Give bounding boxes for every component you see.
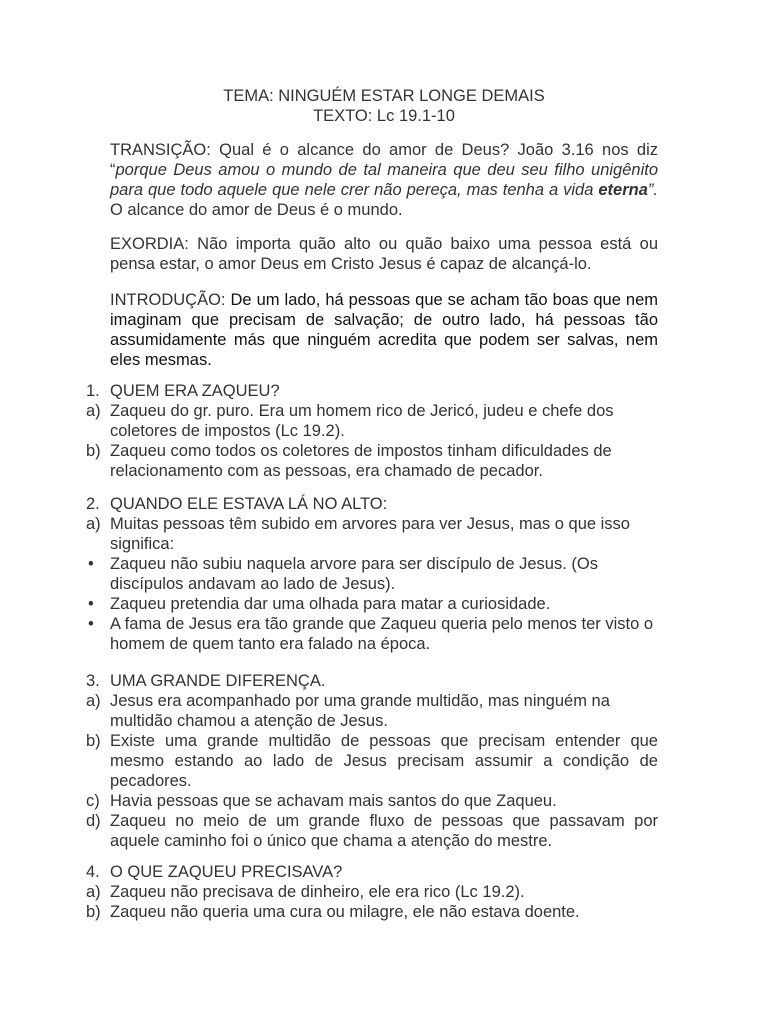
section-number: 4.	[86, 863, 100, 881]
section-number: 2.	[86, 495, 100, 513]
transicao-text-2: O alcance do amor de Deus é o mundo.	[110, 201, 403, 219]
item-marker: a)	[86, 515, 101, 533]
list-item	[86, 811, 658, 851]
section-title: UMA GRANDE DIFERENÇA.	[110, 672, 326, 690]
transicao-quote: porque Deus amou o mundo de tal maneira que deu seu filho unigênito para que todo aquele que nele crer não pereça, mas tenha a vida	[110, 161, 658, 199]
item-marker: a)	[86, 402, 101, 420]
section-title: O QUE ZAQUEU PRECISAVA?	[110, 863, 343, 881]
item-marker: b)	[86, 732, 101, 750]
item-marker: d)	[86, 812, 101, 830]
section-3	[86, 671, 658, 851]
item-text: Zaqueu não precisava de dinheiro, ele era rico (Lc 19.2).	[110, 883, 525, 901]
section-title: QUANDO ELE ESTAVA LÁ NO ALTO:	[110, 495, 388, 513]
introducao-label: INTRODUÇÃO:	[110, 291, 226, 309]
transicao-quote-end: ”.	[647, 181, 658, 199]
list-item	[86, 731, 658, 791]
section-number: 3.	[86, 672, 100, 690]
list-item	[86, 691, 658, 731]
item-text: Zaqueu do gr. puro. Era um homem rico de Jericó, judeu e chefe dos coletores de impostos (Lc 19.2).	[110, 402, 614, 440]
item-text: Muitas pessoas têm subido em arvores para ver Jesus, mas o que isso significa:	[110, 515, 630, 553]
item-marker: c)	[86, 792, 100, 810]
tema-line: TEMA: NINGUÉM ESTAR LONGE DEMAIS	[223, 87, 545, 105]
item-text: A fama de Jesus era tão grande que Zaqueu queria pelo menos ter visto o homem de quem tanto era falado na época.	[110, 615, 654, 653]
section-heading	[86, 862, 658, 882]
section-4	[86, 862, 658, 922]
exordia-text: Não importa quão alto ou quão baixo uma pessoa está ou pensa estar, o amor Deus em Cristo Jesus é capaz de alcançá-lo.	[110, 235, 658, 273]
introducao-text: De um lado, há pessoas que se acham tão boas que nem imaginam que precisam de salvação; de outro lado, há pessoas tão assumidamente más que ninguém acredita que podem ser salvas, nem eles mesmas.	[110, 291, 658, 369]
list-item	[86, 554, 658, 594]
transicao-text-1: Qual é o alcance do amor de Deus? João 3.16 nos diz “	[110, 141, 658, 179]
document-header	[0, 86, 768, 126]
section-heading	[86, 671, 658, 691]
bullet-icon: •	[88, 555, 94, 573]
item-text: Existe uma grande multidão de pessoas que precisam entender que mesmo estando ao lado de Jesus precisam assumir a condição de pecadores.	[110, 732, 658, 790]
section-title: QUEM ERA ZAQUEU?	[110, 382, 280, 400]
list-item	[86, 614, 658, 654]
list-item	[86, 791, 658, 811]
exordia-label: EXORDIA:	[110, 235, 189, 253]
item-marker: b)	[86, 442, 101, 460]
list-item	[86, 401, 658, 441]
item-text: Zaqueu não subiu naquela arvore para ser discípulo de Jesus. (Os discípulos andavam ao lado de Jesus).	[110, 555, 598, 593]
item-text: Havia pessoas que se achavam mais santos do que Zaqueu.	[110, 792, 557, 810]
item-text: Zaqueu não queria uma cura ou milagre, ele não estava doente.	[110, 903, 580, 921]
item-marker: a)	[86, 692, 101, 710]
section-heading	[86, 381, 658, 401]
item-text: Zaqueu pretendia dar uma olhada para matar a curiosidade.	[110, 595, 551, 613]
bullet-icon: •	[88, 615, 94, 633]
introducao-paragraph	[110, 290, 658, 370]
item-marker: b)	[86, 903, 101, 921]
item-text: Zaqueu no meio de um grande fluxo de pessoas que passavam por aquele caminho foi o único que chama a atenção do mestre.	[110, 812, 658, 850]
list-item	[86, 594, 658, 614]
section-1	[86, 381, 658, 481]
exordia-paragraph	[110, 234, 658, 274]
list-item	[86, 882, 658, 902]
list-item	[86, 902, 658, 922]
item-marker: a)	[86, 883, 101, 901]
section-heading	[86, 494, 658, 514]
section-2	[86, 494, 658, 654]
texto-line: TEXTO: Lc 19.1-10	[313, 107, 455, 125]
transicao-quote-bold: eterna	[598, 181, 648, 199]
bullet-icon: •	[88, 595, 94, 613]
list-item	[86, 441, 658, 481]
list-item	[86, 514, 658, 554]
section-number: 1.	[86, 382, 100, 400]
item-text: Zaqueu como todos os coletores de impostos tinham dificuldades de relacionamento com as pessoas, era chamado de pecador.	[110, 442, 612, 480]
transicao-label: TRANSIÇÃO:	[110, 141, 211, 159]
transicao-paragraph	[110, 140, 658, 220]
item-text: Jesus era acompanhado por uma grande multidão, mas ninguém na multidão chamou a atenção de Jesus.	[110, 692, 610, 730]
